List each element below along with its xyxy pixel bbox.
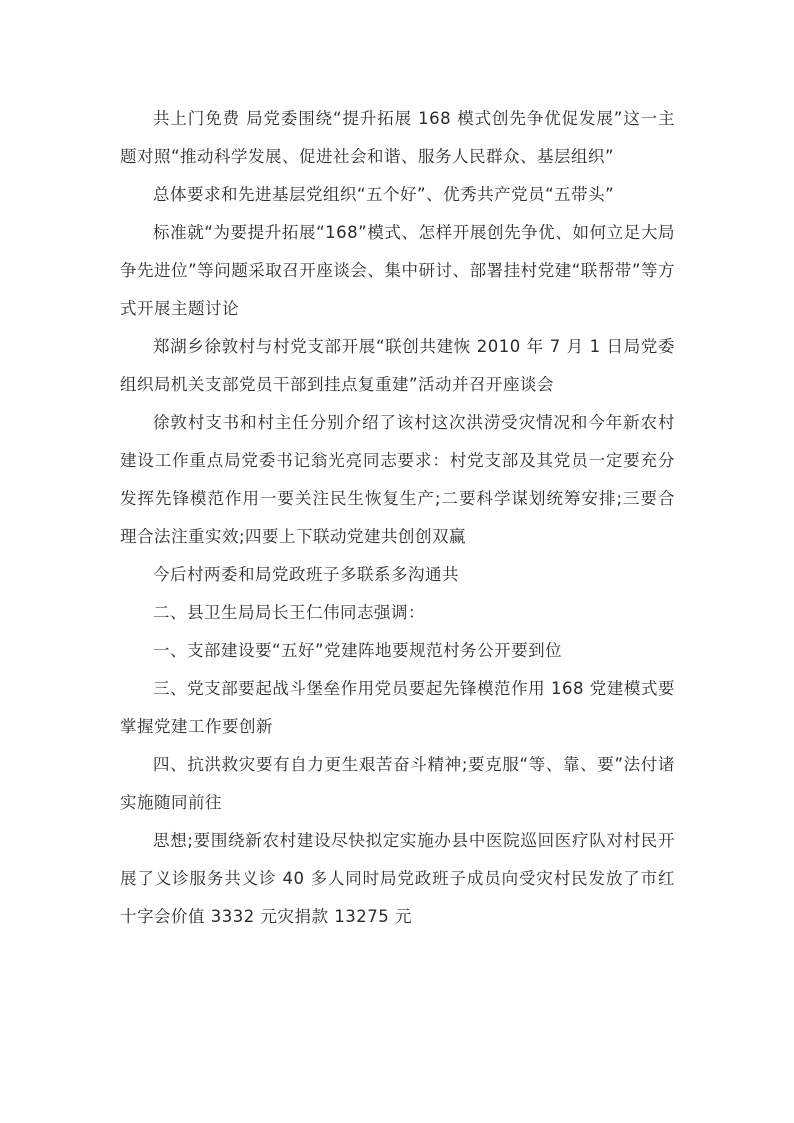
paragraph-10: 四、抗洪救灾要有自力更生艰苦奋斗精神;要克服“等、靠、要”法付诸实施随同前往 (120, 755, 675, 812)
paragraph-9: 三、党支部要起战斗堡垒作用党员要起先锋模范作用 168 党建模式要掌握党建工作要创新 (120, 679, 675, 736)
paragraph-7: 二、县卫生局局长王仁伟同志强调： (153, 603, 425, 622)
paragraph-3: 标准就“为要提升拓展“168”模式、怎样开展创先争优、如何立足大局争先进位”等问题采取召开座谈会、集中研讨、部署挂村党建“联帮带”等方式开展主题讨论 (120, 223, 675, 318)
paragraph-5: 徐敦村支书和村主任分别介绍了该村这次洪涝受灾情况和今年新农村建设工作重点局党委书记翁光亮同志要求：村党支部及其党员一定要充分发挥先锋模范作用一要关注民生恢复生产;二要科学谋划统筹安排;三要合理合法注重实效;四要上下联动党建共创创双赢 (120, 413, 675, 546)
paragraph-2: 总体要求和先进基层党组织“五个好”、优秀共产党员“五带头” (153, 185, 615, 204)
paragraph-1: 共上门免费 局党委围绕“提升拓展 168 模式创先争优促发展”这一主题对照“推动科学发展、促进社会和谐、服务人民群众、基层组织” (120, 109, 675, 166)
paragraph-6: 今后村两委和局党政班子多联系多沟通共 (153, 565, 459, 584)
paragraph-4: 郑湖乡徐敦村与村党支部开展“联创共建恢 2010 年 7 月 1 日局党委组织局机关支部党员干部到挂点复重建”活动并召开座谈会 (120, 337, 675, 394)
paragraph-11: 思想;要围绕新农村建设尽快拟定实施办县中医院巡回医疗队对村民开展了义诊服务共义诊 40 多人同时局党政班子成员向受灾村民发放了市红十字会价值 3332 元灾捐款 13275 元 (120, 831, 675, 926)
paragraph-8: 一、支部建设要“五好”党建阵地要规范村务公开要到位 (153, 641, 563, 660)
document-body (120, 100, 675, 936)
